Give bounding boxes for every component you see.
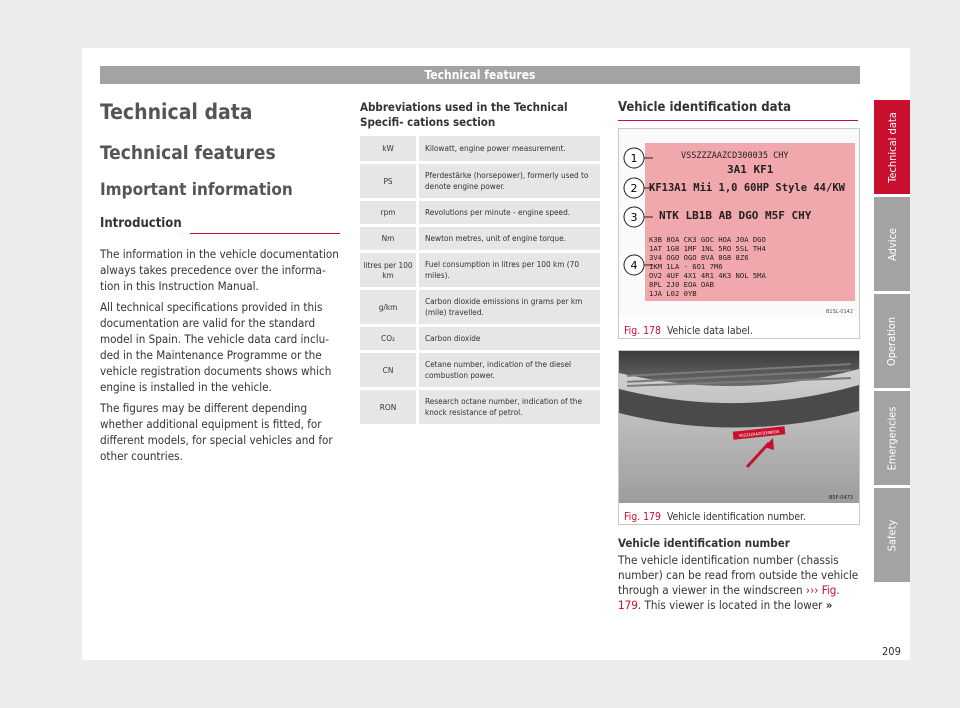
abbr-key: rpm [360,199,418,225]
tab-label: Technical data [885,111,899,183]
vin-text-part: . This viewer is located in the lower [637,598,826,612]
label-line: K3B 8OA CK3 GOC HOA J0A DGO [649,235,766,244]
figure-caption [619,321,859,337]
table-row [360,388,600,425]
label-line: NTK LB1B AB DGO M5F CHY [659,209,812,222]
tab-label: Safety [885,519,899,551]
abbreviations-title: Abbreviations used in the Technical Specifi- cations section [360,100,568,129]
tab-label: Advice [885,227,899,261]
tab-operation[interactable] [874,294,910,388]
abbr-key: g/km [360,288,418,325]
table-row [360,225,600,251]
label-line: 3A1 KF1 [727,163,774,176]
abbr-value: Carbon dioxide [418,325,601,351]
callout-number: 1 [630,152,638,165]
vin-paragraph [618,553,863,613]
label-line: 3V4 OGO OGO 8VA 8G8 8Z6 [649,253,749,262]
callout-number: 4 [630,259,638,272]
abbr-value: Pferdestärke (horsepower), formerly used to denote engine power. [418,162,601,199]
heading-important-information: Important information [100,180,293,200]
heading-introduction: Introduction [100,216,182,231]
vehicle-data-label-illustration [619,129,859,317]
intro-paragraph: All technical specifications provided in this documentation are valid for the standard model in Spain. The vehicle data card inclu- ded in the Maintenance Programme or the vehicle registration documents shows which engine is installed in the vehicle. [100,300,332,394]
page-header: Technical features [100,66,860,84]
section-title: Vehicle identification data [618,100,792,115]
vin-heading: Vehicle identification number [618,536,790,550]
cross-ref-arrow-icon: ››› [805,583,819,597]
figure-number: Fig. 179 [624,511,661,523]
vin-plate-text: VSSZZZAAZCD300035 [738,428,780,439]
abbr-key: Nm [360,225,418,251]
heading-technical-data: Technical data [100,100,253,124]
label-line: 8PL 2J0 EOA OAB [649,280,714,289]
abbr-value: Kilowatt, engine power measurement. [418,136,601,162]
abbr-key: RON [360,388,418,425]
abbr-value: Revolutions per minute - engine speed. [418,199,601,225]
tab-safety[interactable] [874,488,910,582]
windscreen-vin-illustration [619,351,859,503]
abbr-value: Research octane number, indication of the knock resistance of petrol. [418,388,601,425]
tab-emergencies[interactable] [874,391,910,485]
callout-number: 2 [630,182,638,195]
figure-caption [619,507,859,523]
table-row [360,351,600,388]
table-row [360,162,600,199]
tab-label: Operation [885,316,899,366]
table-row [360,325,600,351]
figure-caption-text: Vehicle identification number. [666,511,806,523]
label-line: VSSZZZAAZCD300035 CHY [681,151,789,161]
tab-label: Emergencies [885,406,899,470]
table-row [360,136,600,162]
abbr-key: PS [360,162,418,199]
abbr-key: CO₂ [360,325,418,351]
table-row [360,251,600,288]
label-line: KF13A1 Mii 1,0 60HP Style 44/KW [649,182,845,194]
label-line: 1AT 1G8 1MF 1NL 5RO 5SL TH4 [649,244,766,253]
figure-number: Fig. 178 [624,325,661,337]
figure-code: B1SL-0142 [825,309,853,315]
abbr-value: Fuel consumption in litres per 100 km (70 miles). [418,251,601,288]
label-line: 1JA L02 0YB [649,289,697,298]
page-number: 209 [882,645,901,658]
abbr-value: Cetane number, indication of the diesel combustion power. [418,351,601,388]
callout-number: 3 [630,211,638,224]
intro-paragraph: The figures may be different depending whether additional equipment is fitted, for different models, for special vehicles and for other countries. [100,401,333,463]
heading-technical-features: Technical features [100,142,276,164]
vin-text-part: The vehicle identification number (chassis number) can be read from outside the vehicle through a viewer in the windscreen [618,553,859,597]
figure-178 [618,128,860,339]
intro-paragraph: The information in the vehicle documentation always takes precedence over the informa- tion in this Instruction Manual. [100,247,339,293]
label-line: OV2 4UF 4X1 4R1 4K3 NOL 5MA [649,271,766,280]
figure-179 [618,350,860,525]
tab-advice[interactable] [874,197,910,291]
label-line: 1KM 1LA - 6O1 7M6 [649,262,723,271]
intro-text [100,246,345,469]
heading-rule [190,233,340,234]
abbr-key: kW [360,136,418,162]
abbr-value: Newton metres, unit of engine torque. [418,225,601,251]
tab-technical-data[interactable] [874,100,910,194]
side-tabs [874,100,910,585]
continued-icon: » [825,598,833,612]
abbr-value: Carbon dioxide emissions in grams per km (mile) travelled. [418,288,601,325]
abbr-key: litres per 100 km [360,251,418,288]
abbr-key: CN [360,351,418,388]
figure-caption-text: Vehicle data label. [666,325,753,337]
abbreviations-table [360,136,600,427]
table-row [360,199,600,225]
figure-code: B5F-0473 [828,495,853,501]
figure-reference-link[interactable]: Fig. 179 [618,583,840,612]
table-row [360,288,600,325]
section-rule [618,120,858,121]
